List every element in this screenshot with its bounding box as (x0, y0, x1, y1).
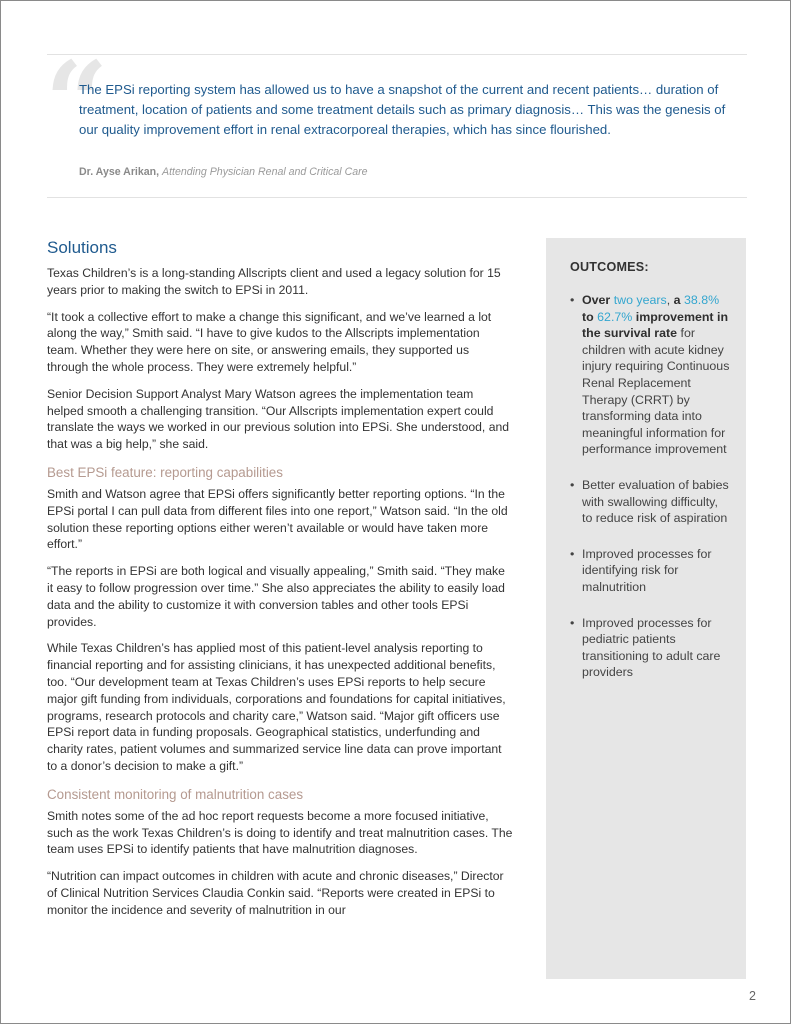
outcome-item (570, 477, 730, 527)
outcome-to-value: 62.7% (597, 309, 633, 324)
outcomes-sidebar (546, 238, 746, 979)
paragraph: Senior Decision Support Analyst Mary Watson agrees the implementation team helped smooth a challenging transition. “Our Allscripts implementation expert could translate the ways we worked in our previous solution into EPSi. She understood, and that was a big help,” she said. (47, 386, 510, 452)
outcome-text: Improved processes for identifying risk for malnutrition (582, 546, 712, 594)
page-number: 2 (749, 989, 756, 1003)
bullet-icon: • (570, 477, 575, 492)
paragraph: While Texas Children’s has applied most of this patient-level analysis reporting to financial reporting and for assisting clinicians, it has unexpected additional benefits, too. “Our development team at Texas Children’s uses EPSi reports to help secure major gift funding from individuals, corporations and foundations for capital initiatives, programs, research protocols and charity care,” Watson said. “Major gift officers use EPSi report data in funding proposals. Geographical statistics, underfunding and charity rates, patient volumes and summarized service line data can prove important to a donor’s decision to make a gift.” (47, 641, 506, 773)
outcome-years: two years (613, 293, 667, 307)
paragraph: Texas Children’s is a long-standing Allscripts client and used a legacy solution for 15 years prior to making the switch to EPSi in 2011. (47, 266, 501, 297)
outcome-text: Better evaluation of babies with swallowing difficulty, to reduce risk of aspiration (582, 477, 729, 526)
outcome-rest-text: for children with acute kidney injury requiring Continuous Renal Replacement Therapy (CRRT) by transforming data into meaningful information for performance improvement (582, 326, 730, 457)
outcome-item (570, 546, 730, 596)
quote-author: Dr. Ayse Arikan, (79, 166, 160, 178)
paragraph: Smith notes some of the ad hoc report requests become a more focused initiative, such as the work Texas Children’s is doing to identify and treat malnutrition cases. The team uses EPSi to identify patients that have malnutrition diagnoses. (47, 808, 513, 857)
outcome-item (570, 615, 730, 681)
outcome-bold-text: improvement in the survival rate (582, 309, 729, 341)
quote-mark-icon: “ (45, 37, 109, 166)
quote-attribution (79, 166, 368, 178)
outcome-text: Improved processes for pediatric patients transitioning to adult care providers (582, 615, 721, 680)
bullet-icon: • (570, 615, 575, 630)
bullet-icon: • (570, 546, 575, 561)
paragraph: “The reports in EPSi are both logical and visually appealing,” Smith said. “They make it easy to follow progression over time.” She also appreciates the ability to easily load data and the ability to customize it with conversion tables and other tools EPSi provides. (47, 564, 505, 629)
top-divider (47, 54, 747, 55)
outcomes-heading: OUTCOMES: (570, 260, 649, 274)
subheading-malnutrition: Consistent monitoring of malnutrition cases (47, 786, 304, 802)
outcome-to: to (582, 309, 594, 324)
outcomes-list (570, 292, 730, 700)
paragraph: “It took a collective effort to make a change this significant, and we’ve learned a lot along the way,” Smith said. “I have to give kudos to the Allscripts implementation team. Whether they were here on site, or answering emails, they supported us through the whole process. They were extremely helpful.” (47, 309, 492, 374)
outcome-over: Over (582, 293, 611, 307)
section-title: Solutions (47, 238, 117, 257)
outcome-comma: , (666, 293, 671, 307)
paragraph: “Nutrition can impact outcomes in children with acute and chronic diseases,” Director of Clinical Nutrition Services Claudia Conkin said. “Reports were created in EPSi to monitor the incidence and severity of malnutrition in our (47, 869, 504, 917)
quote-bottom-divider (47, 197, 747, 198)
bullet-icon: • (570, 293, 575, 307)
quote-author-role: Attending Physician Renal and Critical Care (162, 166, 368, 178)
outcome-item (570, 292, 730, 458)
subheading-reporting: Best EPSi feature: reporting capabilities (47, 464, 283, 480)
outcome-from-value: 38.8% (684, 293, 720, 307)
outcome-a: a (673, 293, 681, 307)
paragraph: Smith and Watson agree that EPSi offers significantly better reporting options. “In the EPSi portal I can pull data from different files into one report,” Watson said. “In the old solution these reporting options either weren’t available or would have taken more effort.” (47, 486, 508, 552)
main-column (47, 237, 513, 929)
testimonial-quote: The EPSi reporting system has allowed us to have a snapshot of the current and recent patients… duration of treatment, location of patients and some treatment details such as primary diagnosis… This was the genesis of our quality improvement effort in renal extracorporeal therapies, which has since flourished. (79, 82, 726, 137)
